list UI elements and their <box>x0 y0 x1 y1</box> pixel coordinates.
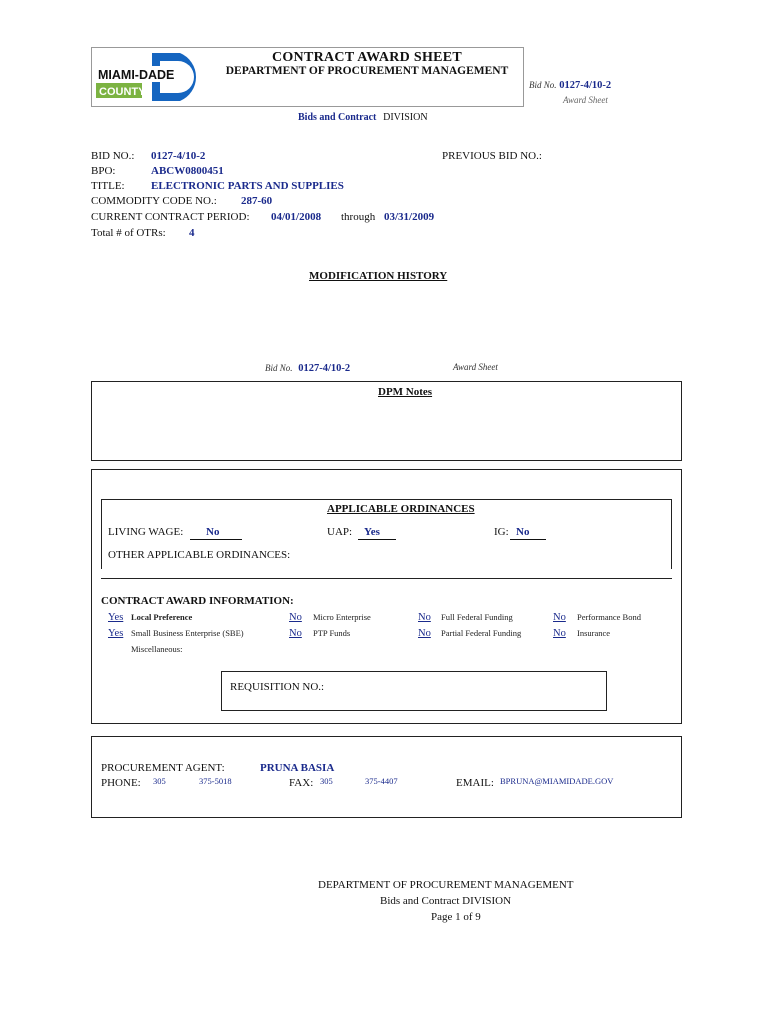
award-info-title: CONTRACT AWARD INFORMATION: <box>101 595 294 607</box>
through-label: through <box>341 211 376 223</box>
period-label: CURRENT CONTRACT PERIOD: <box>91 211 250 223</box>
local-preference-label: Local Preference <box>131 612 193 622</box>
division-line <box>298 111 428 123</box>
living-wage-label: LIVING WAGE: <box>108 526 184 538</box>
living-wage-field <box>190 526 242 540</box>
miami-dade-logo <box>94 49 208 105</box>
bpo-value: ABCW0800451 <box>151 165 224 177</box>
footer-division: Bids and Contract DIVISION <box>380 895 512 907</box>
agent-name: PRUNA BASIA <box>260 762 335 774</box>
commodity-value: 287-60 <box>241 195 273 207</box>
header-bid-no-label: Bid No. <box>529 80 557 90</box>
fax-label: FAX: <box>289 777 314 789</box>
second-bid-no-value: 0127-4/10-2 <box>298 363 351 374</box>
sbe-value: Yes <box>108 628 124 639</box>
ordinances-divider <box>101 578 672 579</box>
insurance-label: Insurance <box>577 628 611 638</box>
department-title: DEPARTMENT OF PROCUREMENT MANAGEMENT <box>225 65 509 77</box>
performance-bond-label: Performance Bond <box>577 612 641 622</box>
logo-bottom-text: COUNTY <box>99 86 146 98</box>
micro-enterprise-value: No <box>289 612 302 623</box>
miscellaneous-label: Miscellaneous: <box>131 644 183 654</box>
ptp-funds-value: No <box>289 628 302 639</box>
living-wage-value: No <box>206 526 220 538</box>
ig-value: No <box>516 526 530 538</box>
bid-no-value: 0127-4/10-2 <box>151 150 206 162</box>
micro-enterprise-label: Micro Enterprise <box>313 612 371 622</box>
division-bold: Bids and Contract <box>298 112 377 123</box>
agent-label: PROCUREMENT AGENT: <box>101 762 225 774</box>
period-end: 03/31/2009 <box>384 211 435 223</box>
performance-bond-value: No <box>553 612 566 623</box>
footer-department: DEPARTMENT OF PROCUREMENT MANAGEMENT <box>318 879 574 891</box>
email-label: EMAIL: <box>456 777 494 789</box>
uap-label: UAP: <box>327 526 353 538</box>
header-award-sheet: Award Sheet <box>563 95 608 105</box>
other-ordinances-label: OTHER APPLICABLE ORDINANCES: <box>108 549 291 561</box>
insurance-value: No <box>553 628 566 639</box>
commodity-label: COMMODITY CODE NO.: <box>91 195 217 207</box>
previous-bid-label: PREVIOUS BID NO.: <box>442 150 542 162</box>
sbe-label: Small Business Enterprise (SBE) <box>131 628 244 638</box>
footer-page-number: Page 1 of 9 <box>431 911 481 923</box>
header-bid-no <box>529 79 611 91</box>
second-award-sheet: Award Sheet <box>453 362 498 372</box>
division-label: DIVISION <box>383 112 428 123</box>
second-bid-no-label: Bid No. <box>265 363 293 373</box>
phone-number: 375-5018 <box>199 776 232 786</box>
period-start: 04/01/2008 <box>271 211 322 223</box>
local-preference-value: Yes <box>108 612 124 623</box>
uap-value: Yes <box>364 526 380 538</box>
title-value: ELECTRONIC PARTS AND SUPPLIES <box>151 180 344 192</box>
ig-label: IG: <box>494 526 509 538</box>
partial-federal-label: Partial Federal Funding <box>441 628 522 638</box>
logo-top-text: MIAMI-DADE <box>98 68 175 82</box>
phone-label: PHONE: <box>101 777 141 789</box>
otrs-label: Total # of OTRs: <box>91 227 166 239</box>
full-federal-value: No <box>418 612 431 623</box>
ig-field <box>510 526 546 540</box>
phone-area: 305 <box>153 776 166 786</box>
ptp-funds-label: PTP Funds <box>313 628 351 638</box>
otrs-value: 4 <box>189 227 195 239</box>
partial-federal-value: No <box>418 628 431 639</box>
requisition-label: REQUISITION NO.: <box>230 681 325 693</box>
header-bid-no-value: 0127-4/10-2 <box>559 80 612 91</box>
page-title: CONTRACT AWARD SHEET <box>271 50 463 65</box>
bid-no-label: BID NO.: <box>91 150 135 162</box>
fax-area: 305 <box>320 776 333 786</box>
fax-number: 375-4407 <box>365 776 398 786</box>
modification-history-title: MODIFICATION HISTORY <box>309 270 448 282</box>
second-bid-no <box>265 362 350 374</box>
title-label: TITLE: <box>91 180 125 192</box>
full-federal-label: Full Federal Funding <box>441 612 513 622</box>
email-value[interactable]: BPRUNA@MIAMIDADE.GOV <box>500 776 614 786</box>
bpo-label: BPO: <box>91 165 116 177</box>
dpm-notes-title: DPM Notes <box>378 386 433 398</box>
ordinances-title: APPLICABLE ORDINANCES <box>327 503 475 515</box>
uap-field <box>358 526 396 540</box>
